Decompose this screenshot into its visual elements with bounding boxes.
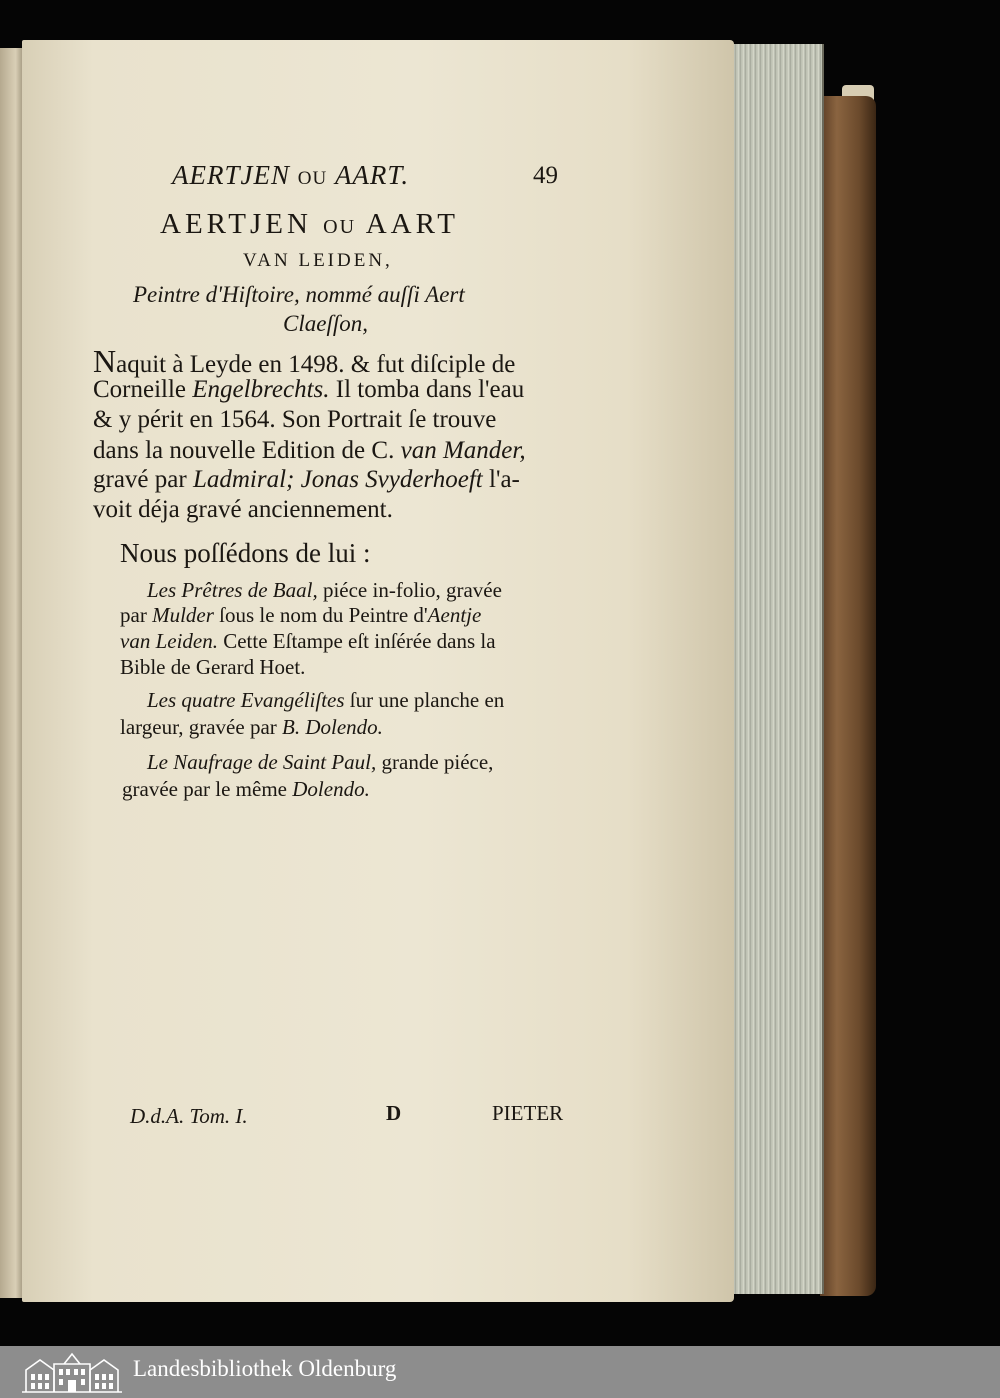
print-entry-line: par Mulder ſous le nom du Peintre d'Aentje (120, 603, 482, 627)
library-name: Landesbibliothek Oldenburg (133, 1356, 397, 1381)
page-number: 49 (533, 162, 558, 189)
print-entry-line: largeur, gravée par B. Dolendo. (120, 715, 383, 739)
body-line: Corneille Engelbrechts. Il tomba dans l'eau (93, 376, 525, 403)
section-heading: Nous poſſédons de lui : (120, 538, 371, 568)
print-entry-line: Le Naufrage de Saint Paul, grande piéce, (147, 750, 494, 774)
body-line: & y périt en 1564. Son Portrait ſe trouve (93, 406, 497, 433)
print-entry-line: Les Prêtres de Baal, piéce in-folio, gravée (147, 578, 502, 602)
print-entry-line: van Leiden. Cette Eſtampe eſt inſérée dans la (120, 629, 496, 653)
signature-letter: D (386, 1101, 402, 1125)
print-entry-line: Bible de Gerard Hoet. (120, 655, 306, 679)
library-building-icon (20, 1350, 124, 1394)
signature-mark: D.d.A. Tom. I. (130, 1104, 248, 1128)
library-footer-bar (0, 1346, 1000, 1398)
entry-title: AERTJEN OU AART (160, 208, 459, 240)
entry-subtitle: Peintre d'Hiſtoire, nommé auſſi Aert (133, 282, 465, 307)
body-line: Naquit à Leyde en 1498. & fut diſciple de (93, 343, 516, 379)
page-edges (722, 44, 824, 1294)
entry-title-line2: VAN LEIDEN, (243, 250, 393, 271)
print-entry-line: gravée par le même Dolendo. (122, 777, 370, 801)
body-line: voit déja gravé anciennement. (93, 496, 393, 523)
catchword: PIETER (492, 1101, 564, 1125)
body-line: gravé par Ladmiral; Jonas Svyderhoeft l'a- (93, 466, 520, 493)
entry-subtitle-line2: Claeſſon, (283, 311, 368, 336)
body-line: dans la nouvelle Edition de C. van Mander, (93, 437, 526, 464)
book-cover (820, 96, 876, 1296)
drop-cap: N (93, 343, 117, 379)
print-entry-line: Les quatre Evangéliſtes ſur une planche en (147, 688, 505, 712)
running-head: AERTJEN OU AART. (172, 160, 410, 190)
